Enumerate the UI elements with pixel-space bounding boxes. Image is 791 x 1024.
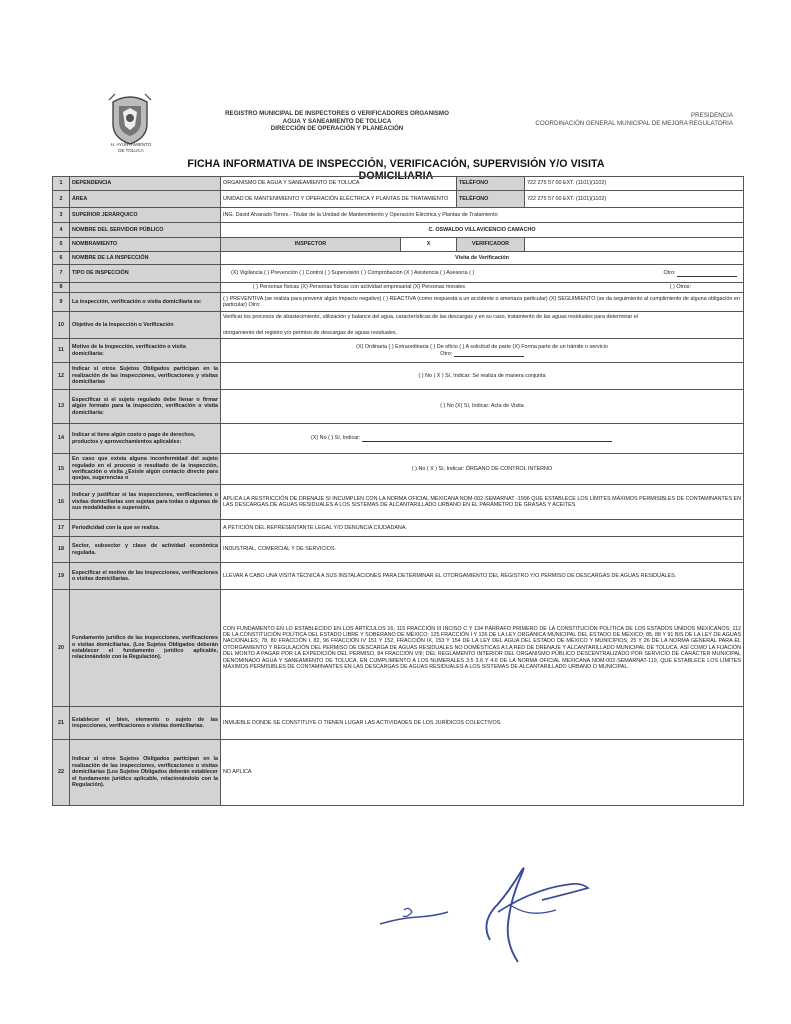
row-number: 4 [53, 223, 70, 238]
table-row [53, 520, 744, 537]
row-number: 12 [53, 363, 70, 390]
table-row [53, 312, 744, 339]
row-label-costo: Indicar si tiene algún costo o pago de derechos, productos y aprovechamientos aplicables: [70, 424, 221, 454]
tipo-inspeccion-cell [221, 265, 744, 283]
row-label-otros-sujetos-fundamento: Indicar si otros Sujetos Obligados participan en la realización de las inspecciones, verificaciones o visitas domiciliarias (Los Sujetos Obligados deberán establecer el fundamento jurídico aplicable, relacionándolo con la Regulación). [70, 740, 221, 806]
area-value: UNIDAD DE MANTENIMIENTO Y OPERACIÓN ELÉCTRICA Y PLANTAS DE TRATAMIENTO [221, 191, 457, 208]
nombre-inspeccion-value: Visita de Verificación [221, 252, 744, 265]
row-number: 11 [53, 339, 70, 363]
motivo-inspecciones-value: LLEVAR A CABO UNA VISITA TÉCNICA A SUS INSTALACIONES PARA DETERMINAR EL OTORGAMIENTO DEL REGISTRO Y/O PERMISO DE DESCARGAS DE AGUAS RESIDUALES. [221, 563, 744, 590]
header-presidency-line: PRESIDENCIA [691, 112, 733, 119]
row-label-modalidades: Indicar y justificar si las inspecciones, verificaciones o visitas domiciliarias son sujetas para todas o algunas de sus modalidades o supensión. [70, 485, 221, 520]
row-label-superior: SUPERIOR JERÁRQUICO [70, 208, 221, 223]
costo-cell [221, 424, 744, 454]
phone-label: TELÉFONO [457, 177, 525, 191]
otro-label: Otro: [440, 350, 453, 357]
sector-value: INDUSTRIAL, COMERCIAL Y DE SERVICIOS. [221, 537, 744, 563]
servidor-publico-value: C. OSWALDO VILLAVICENCIO CAMACHO [221, 223, 744, 238]
table-row [53, 208, 744, 223]
table-row [53, 740, 744, 806]
fundamento-value: CON FUNDAMENTO EN LO ESTABLECIDO EN LOS ARTÍCULOS 16, 115 FRACCIÓN III INCISO C Y 134 PÁRRAFO PRIMERO DE LA CONSTITUCIÓN POLÍTICA DE LOS ESTADOS UNIDOS MEXICANOS; 112 DE LA CONSTITUCIÓN POLÍTICA DEL ESTADO LIBRE Y SOBERANO DE MÉXICO; 125 FRACCIÓN I Y 126 DE LA LEY ORGÁNICA MUNICIPAL DEL ESTADO DE MÉXICO; 85, 88 Y 91 BIS DE LA LEY DE AGUAS NACIONALES; 78, 80 FRACCIÓN I, 82, 96 FRACCIÓN IV 151 Y 152, FRACCIÓN IX, 153 Y 154 DE LA LEY DEL AGUA DEL ESTADO DE MÉXICO Y MUNICIPIOS; 25 Y 26 DE LA NORMA GENERAL PARA EL OTORGAMIENTO Y REGULACIÓN DEL PERMISO DE DESCARGA DE AGUAS RESIDUALES NO DOMÉSTICAS A LA RED DE DRENAJE Y ALCANTARILLADO MUNICIPAL DE TOLUCA, ASÍ COMO LA FIJACIÓN DEL MONTO A PAGAR POR LA EXPEDICIÓN DEL PERMISO, 84 FRACCIÓN VIII; DEL REGLAMENTO INTERIOR DEL ORGANISMO PÚBLICO DESCENTRALIZADO POR SERVICIO DE CARÁCTER MUNICIPAL DENOMINADO AGUA Y SANEAMIENTO DE TOLUCA, EN CUMPLIMIENTO A LOS NUMERALES 3.5 3.6 Y 4.6 DE LA NORMA OFICIAL MEXICANA NOM-002-SEMARNAT-119, QUE ESTABLECE LOS LÍMITES MÁXIMOS PERMISIBLES DE CONTAMINANTES EN LAS DESCARGAS DE AGUAS RESIDUALES A LOS SISTEMAS DE ALCANTARILLADO URBANO O MUNICIPAL. [221, 590, 744, 707]
table-row [53, 707, 744, 740]
superior-value: ING. David Alvarado Torres.- Titular de la Unidad de Mantenimiento y Operación Eléctrica y Plantas de Tratamiento [221, 208, 744, 223]
motivo-otro [223, 351, 741, 357]
header-right-block [508, 112, 733, 127]
table-row [53, 177, 744, 191]
row-number: 10 [53, 312, 70, 339]
otro-blank [677, 271, 737, 277]
header-registry-line: REGISTRO MUNICIPAL DE INSPECTORES O VERIFICADORES ORGANISMO [225, 110, 449, 117]
header-coordination-line: COORDINACIÓN GENERAL MUNICIPAL DE MEJORA REGULATORIA [535, 119, 733, 127]
costo-blank [362, 436, 612, 442]
logo-caption [96, 142, 166, 153]
row-number: 18 [53, 537, 70, 563]
tipo-inspeccion-options: (X) Vigilancia ( ) Prevención ( ) Control ( ) Supervisión ( ) Comprobación (X ) Asistencia ( ) Asesoría ( ) [231, 270, 475, 277]
row-number: 13 [53, 390, 70, 424]
header-direction-line: DIRECCIÓN DE OPERACIÓN Y PLANEACIÓN [270, 125, 404, 133]
otros-sujetos-fundamento-value: NO APLICA [221, 740, 744, 806]
table-row [53, 537, 744, 563]
row-number: 19 [53, 563, 70, 590]
row-label-motivo: Motivo de la inspección, verificación o visita domiciliaria: [70, 339, 221, 363]
table-row [53, 363, 744, 390]
header-agency-line: AGUA Y SANEAMIENTO DE TOLUCA [282, 117, 392, 125]
tipo-persona-cell [221, 283, 744, 293]
table-row [53, 485, 744, 520]
row-label-objetivo: Objetivo de la Inspección o Verificación [70, 312, 221, 339]
costo-value: (X) No ( ) Sí, Indicar: [311, 435, 361, 442]
row-number: 16 [53, 485, 70, 520]
objetivo-line-1: Verificar los procesos de abastecimiento, utilización y balance del agua, características de las descargas y en su caso, tratamiento de las aguas residuales para determinar el [223, 314, 639, 321]
row-number: 7 [53, 265, 70, 283]
page-title: FICHA INFORMATIVA DE INSPECCIÓN, VERIFICACIÓN, SUPERVISIÓN Y/O VISITA DOMICILIARIA [187, 158, 605, 182]
row-label-sector: Sector, subsector y clase de actividad económica regulada. [70, 537, 221, 563]
row-number: 9 [53, 293, 70, 312]
verificador-label: VERIFICADOR [457, 238, 525, 252]
otro-label: Otro: [663, 270, 676, 277]
phone-label: TELÉFONO [457, 191, 525, 208]
row-number: 6 [53, 252, 70, 265]
tipo-persona-options: ( ) Personas físicas (X) Personas físicas con actividad empresarial (X) Personas morales [253, 284, 466, 291]
row-number: 2 [53, 191, 70, 208]
logo-caption-line-1: H. AYUNTAMIENTO [110, 142, 152, 147]
area-phone: 722 275 57 00 EXT. (1101)(1102) [525, 191, 744, 208]
handwritten-signature [360, 862, 610, 972]
dependencia-value: ORGANISMO DE AGUA Y SANEAMIENTO DE TOLUCA [221, 177, 457, 191]
municipal-coat-of-arms-logo [105, 92, 155, 146]
bien-value: INMUEBLE DONDE SE CONSTITUYE O TIENEN LUGAR LAS ACTIVIDADES DE LOS JURÍDICOS COLECTIVOS. [221, 707, 744, 740]
table-row [53, 252, 744, 265]
table-row [53, 590, 744, 707]
row-label-periodicidad: Periodicidad con la que se realiza. [70, 520, 221, 537]
row-label-nombramiento: NOMBRAMIENTO [70, 238, 221, 252]
otros-sujetos-value: ( ) No ( X ) Sí, Indicar: Se realiza de manera conjunta [221, 363, 744, 390]
row-label-fundamento: Fundamento jurídico de las inspecciones, verificaciones o visitas domiciliarias. (Los Sujetos Obligados deberán establecer el fundamento jurídico aplicable, relacionándolo con la Regulación). [70, 590, 221, 707]
table-row [53, 223, 744, 238]
row-label-area: ÁREA [70, 191, 221, 208]
row-number: 14 [53, 424, 70, 454]
row-label-inconformidad: En caso que exista alguna inconformidad del sujeto regulado en el proceso o resultado de la inspección, verificación o visita ¿Existe algún contacto directo para quejas, sugerencias o [70, 454, 221, 485]
verificador-mark [525, 238, 744, 252]
inspection-form-table [52, 176, 744, 806]
row-label-servidor: NOMBRE DEL SERVIDOR PÚBLICO [70, 223, 221, 238]
table-row [53, 390, 744, 424]
inspector-label: INSPECTOR [221, 238, 401, 252]
row-label-tipo-inspeccion: TIPO DE INSPECCIÓN [70, 265, 221, 283]
table-row [53, 563, 744, 590]
row-number: 20 [53, 590, 70, 707]
table-row [53, 283, 744, 293]
modalidades-value: APLICA LA RESTRICCIÓN DE DRENAJE SI INCUMPLEN CON LA NORMA OFICIAL MEXICANA NOM-002-SEMARNAT -1996 QUE ESTABLECE LOS LÍMITES MÁXIMOS PERMISIBLES DE CONTAMINANTES EN LAS DESCARGAS DE AGUAS RESIDUALES A LOS SISTEMAS DE ALCANTARILLADO URBANO EN EL PARÁMETRO DE GRASAS Y ACEITES [221, 485, 744, 520]
table-row [53, 339, 744, 363]
inconformidad-value: ( ) No ( X ) Sí, Indicar: ÓRGANO DE CONTROL INTERNO [221, 454, 744, 485]
table-row [53, 424, 744, 454]
row-label-naturaleza: La inspección, verificación o visita domiciliaria es: [70, 293, 221, 312]
naturaleza-value: ( ) PREVENTIVA (se realiza para prevenir algún impacto negativo) ( ) REACTIVA (como respuesta a un accidente o amenaza particular) (X) SEGUIMIENTO (se da seguimiento al cumplimiento de alguna obligación en particular) Otro: [221, 293, 744, 312]
row-number: 5 [53, 238, 70, 252]
motivo-options: (X) Ordinaria ( ) Extraordinaria ( ) De oficio ( ) A solicitud de parte (X) Forma parte de un trámite o servicio [356, 344, 608, 351]
row-number: 1 [53, 177, 70, 191]
row-label-nombre-inspeccion: NOMBRE DE LA INSPECCIÓN [70, 252, 221, 265]
motivo-cell [221, 339, 744, 363]
row-label-otros-sujetos: Indicar si otros Sujetos Obligados participan en la realización de las inspecciones, verificaciones y visitas domiciliarias [70, 363, 221, 390]
row-label-motivo-inspecciones: Especificar el motivo de las inspecciones, verificaciones o visitas domiciliarias. [70, 563, 221, 590]
objetivo-cell [221, 312, 744, 339]
logo-caption-line-2: DE TOLUCA [118, 147, 144, 153]
otro-blank [454, 351, 524, 357]
row-number: 8 [53, 283, 70, 293]
inspector-mark: X [401, 238, 457, 252]
table-row [53, 265, 744, 283]
table-row [53, 454, 744, 485]
tipo-inspeccion-otro [664, 270, 737, 276]
row-number: 21 [53, 707, 70, 740]
row-number: 17 [53, 520, 70, 537]
header-center-block [212, 110, 462, 133]
row-label-bien: Establecer el bien, elemento o sujeto de las inspecciones, verificaciones o visitas domiciliarias. [70, 707, 221, 740]
table-row [53, 238, 744, 252]
objetivo-line-2: otorgamiento del registro y/o permiso de descargas de aguas residuales. [223, 329, 398, 336]
otros-label: ( ) Otros: [669, 284, 691, 291]
table-row [53, 191, 744, 208]
formato-value: ( ) No (X) Sí, Indicar: Acta de Visita [221, 390, 744, 424]
row-label-formato: Especificar si el sujeto regulado debe llenar o firmar algún formato para la inspección, verificación o visita domiciliaria: [70, 390, 221, 424]
periodicidad-value: A PETICIÓN DEL REPRESENTANTE LEGAL Y/O DENUNCIA CIUDADANA. [221, 520, 744, 537]
table-row [53, 293, 744, 312]
row-label-empty [70, 283, 221, 293]
row-number: 22 [53, 740, 70, 806]
row-number: 3 [53, 208, 70, 223]
dependencia-phone: 722 275 57 00 EXT. (1101)(1102) [525, 177, 744, 191]
row-number: 15 [53, 454, 70, 485]
row-label-dependencia: DEPENDENCIA [70, 177, 221, 191]
